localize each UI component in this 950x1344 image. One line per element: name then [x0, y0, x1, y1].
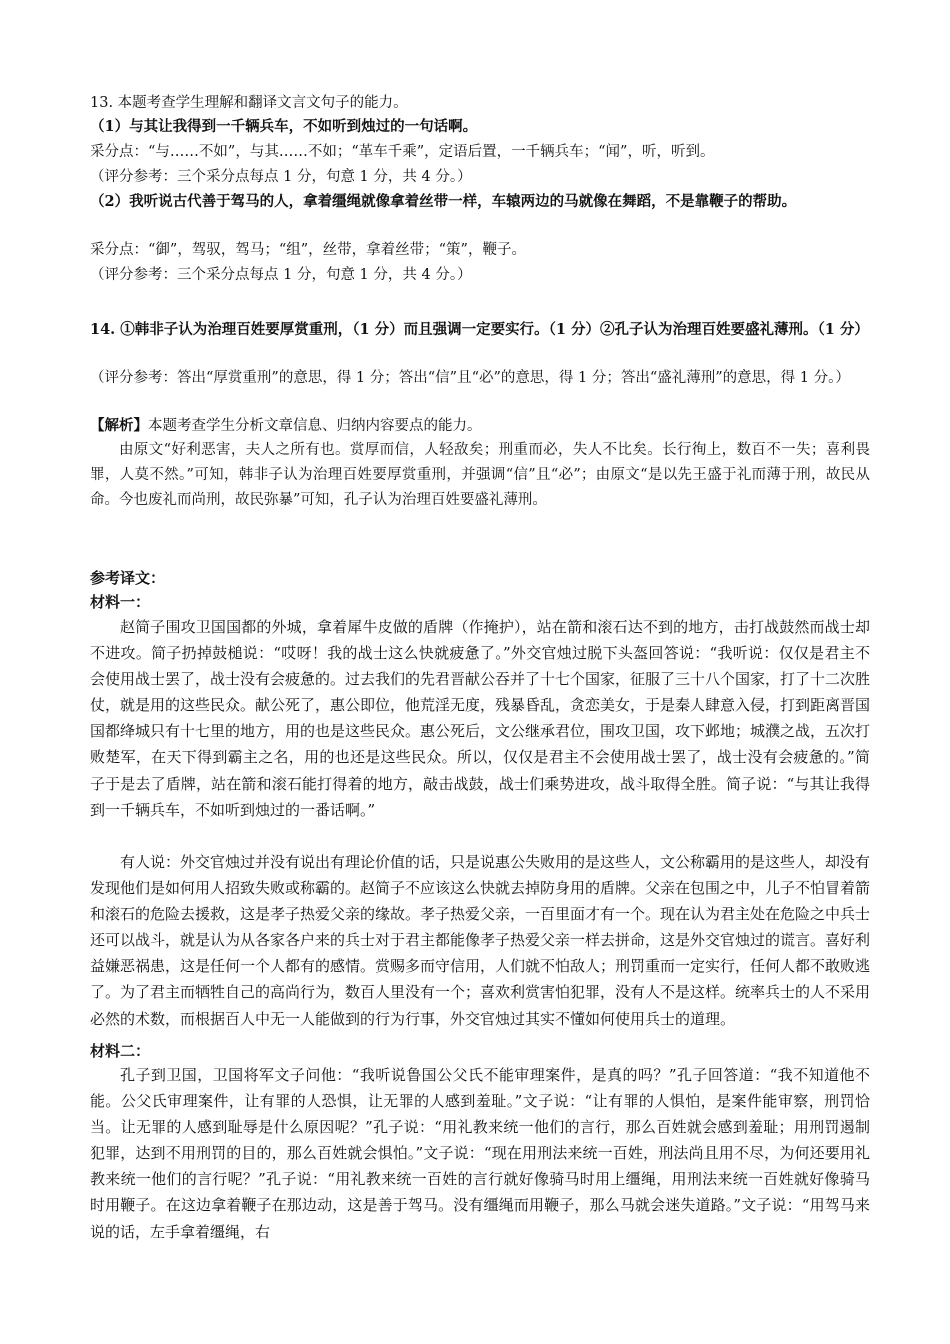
material-2-heading: 材料二： [90, 1042, 151, 1060]
translation-heading: 参考译文： [90, 569, 166, 587]
material-1-paragraph-2: 有人说：外交官烛过并没有说出有理论价值的话，只是说惠公失败用的是这些人，文公称霸用的是这些人，却没有发现他们是如何用人招致失败或称霸的。赵简子不应该这么快就去掉防身用的盾牌。父亲在包围之中，儿子不怕冒着箭和滚石的危险去援救，这是孝子热爱父亲的缘故。孝子热爱父亲，一百里面才有一个。现在认为君主处在危险之中兵士还可以战斗，就是认为从各家各户来的兵士对于君主都能像孝子热爱父亲一样去拼命，这是外交官烛过的谎言。喜好利益嫌恶祸患，这是任何一个人都有的感情。赏赐多而守信用，人们就不怕敌人；刑罚重而一定实行，任何人都不敢败逃了。为了君主而牺牲自己的高尚行为，数百人里没有一个；喜欢利赏害怕犯罪，没有人不是这样。统率兵士的人不采用必然的术数，而根据百人中无一人能做到的行为行事，外交官烛过其实不懂如何使用兵士的道理。 [90, 853, 871, 1028]
q13-score-2: （评分参考：三个采分点每点 1 分，句意 1 分，共 4 分。） [90, 267, 472, 283]
analysis-tag: 【解析】 [90, 417, 148, 434]
material-1-paragraph-1: 赵简子围攻卫国国都的外城，拿着犀牛皮做的盾牌（作掩护），站在箭和滚石达不到的地方，击打战鼓然而战士却不进攻。简子扔掉鼓槌说：“哎呀！我的战士这么快就疲惫了。”外交官烛过脱下头盔回答说：“我听说：仅仅是君主不会使用战士罢了，战士没有会疲惫的。过去我们的先君晋献公吞并了十七个国家，征服了三十八个国家，打了十二次胜仗，就是用的这些民众。献公死了，惠公即位，他荒淫无度，残暴昏乱，贪恋美女，于是秦人肆意入侵，打到距离晋国国都绛城只有十七里的地方，用的也是这些民众。惠公死后，文公继承君位，围攻卫国，攻下邺地；城濮之战，五次打败楚军，在天下得到霸主之名，用的也还是这些民众。所以，仅仅是君主不会使用战士罢了，战士没有会疲惫的。”简子于是去了盾牌，站在箭和滚石能打得着的地方，敲击战鼓，战士们乘势进攻，战斗取得全胜。简子说：“与其让我得到一千辆兵车，不如听到烛过的一番话啊。” [90, 618, 871, 819]
q14-analysis-intro [90, 414, 870, 438]
q13-title: 13. 本题考查学生理解和翻译文言文句子的能力。 [90, 95, 408, 111]
q13-answer-1: （1）与其让我得到一千辆兵车，不如听到烛过的一句话啊。 [90, 118, 478, 135]
q13-points-2: 采分点：“御”，驾驭，驾马；“组”，丝带，拿着丝带；“策”，鞭子。 [90, 242, 526, 258]
analysis-text: 本题考查学生分析文章信息、归纳内容要点的能力。 [148, 418, 482, 434]
q14-answer: 14. ①韩非子认为治理百姓要厚赏重刑，（1 分）而且强调一定要实行。（1 分）②孔子认为治理百姓要盛礼薄刑。（1 分） [90, 321, 869, 338]
material-2-paragraph-1: 孔子到卫国，卫国将军文子问他：“我听说鲁国公父氏不能审理案件，是真的吗？”孔子回答道：“我不知道他不能。公父氏审理案件，让有罪的人恐惧，让无罪的人感到羞耻。”文子说：“让有罪的人惧怕，是案件能审察，刑罚恰当。让无罪的人感到耻辱是什么原因呢？”孔子说：“用礼教来统一他们的言行，那么百姓就会感到羞耻；用刑罚遏制犯罪，达到不用刑罚的目的，那么百姓就会惧怕。”文子说：“现在用刑法来统一百姓，刑法尚且用不尽，为何还要用礼教来统一他们的言行呢？”孔子说：“用礼教来统一百姓的言行就好像骑马时用上缰绳，用刑法来统一百姓就好像骑马时用鞭子。在这边拿着鞭子在那边动，这是善于驾马。没有缰绳而用鞭子，那么马就会迷失道路。”文子说：“用驾马来说的话，左手拿着缰绳，右 [90, 1066, 870, 1241]
q13-points-1: 采分点：“与……不如”，与其……不如；“革车千乘”，定语后置，一千辆兵车；“闻”，听，听到。 [90, 144, 715, 160]
q14-analysis-body: 由原文“好利恶害，夫人之所有也。赏厚而信，人轻敌矣；刑重而必，失人不比矣。长行徇上，数百不一失；喜利畏罪，人莫不然。”可知，韩非子认为治理百姓要厚赏重刑，并强调“信”且“必”；由原文“是以先王盛于礼而薄于刑，故民从命。今也废礼而尚刑，故民弥暴”可知，孔子认为治理百姓要盛礼薄刑。 [90, 442, 870, 508]
q13-score-1: （评分参考：三个采分点每点 1 分，句意 1 分，共 4 分。） [90, 169, 472, 185]
q13-answer-2: （2）我听说古代善于驾马的人，拿着缰绳就像拿着丝带一样，车辕两边的马就像在舞蹈，不是靠鞭子的帮助。 [90, 193, 797, 210]
material-1-heading: 材料一： [90, 593, 151, 611]
q14-score: （评分参考：答出“厚赏重刑”的意思，得 1 分；答出“信”且“必”的意思，得 1 分；答出“盛礼薄刑”的意思，得 1 分。） [90, 370, 850, 386]
